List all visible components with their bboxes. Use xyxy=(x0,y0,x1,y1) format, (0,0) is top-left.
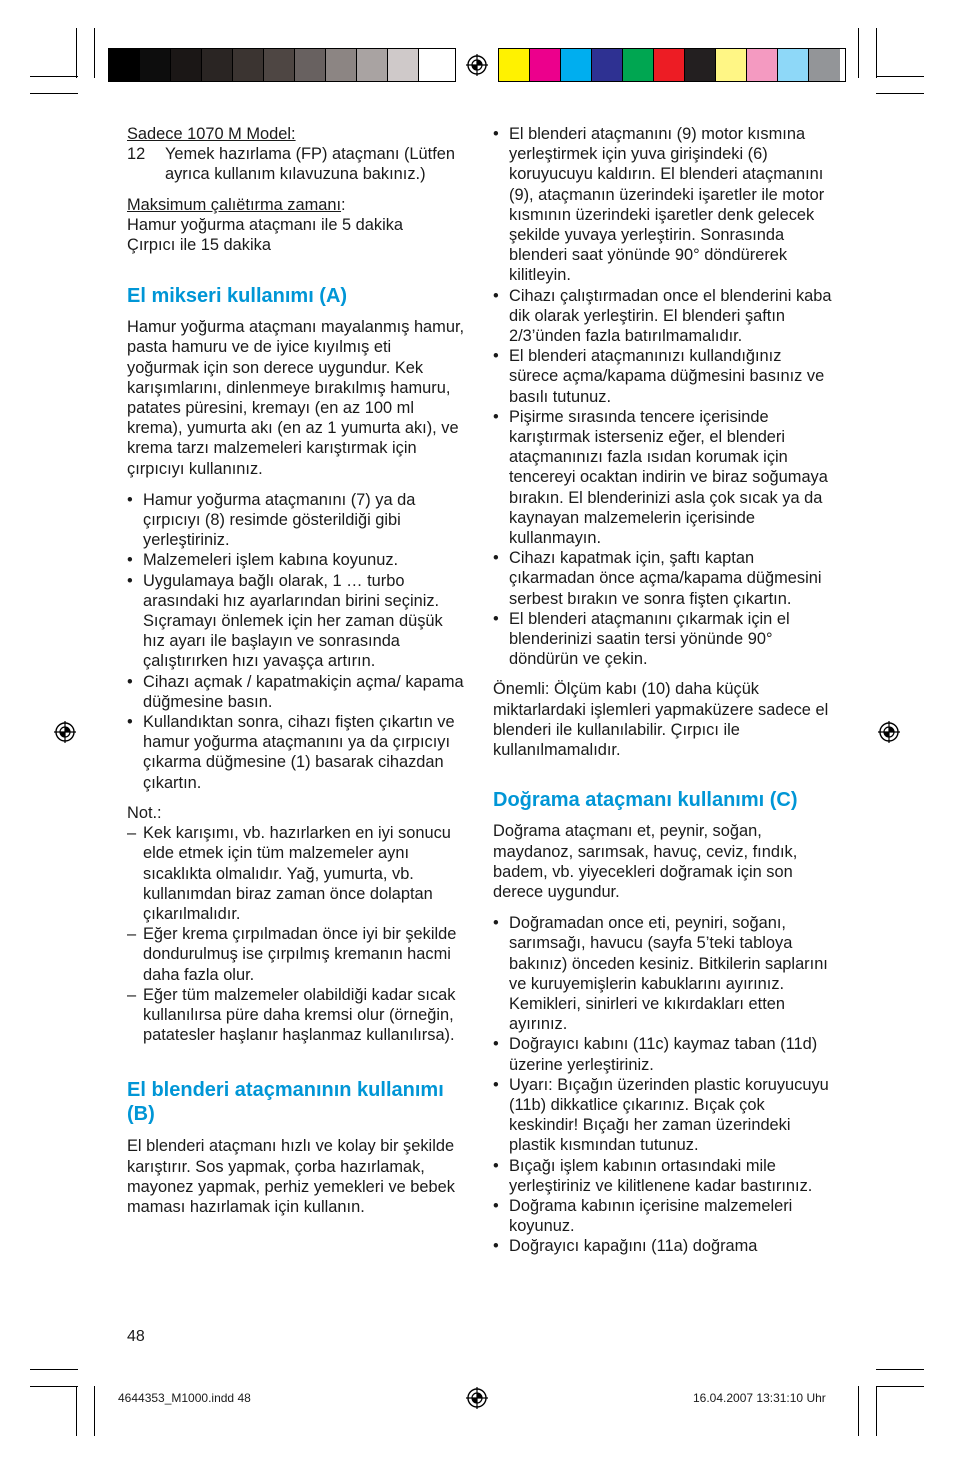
crop-mark xyxy=(876,28,877,78)
list-item: • El blenderi ataçmanınızı kullandığınız sürece açma/kapama düğmesini basınız ve basılı tutunuz. xyxy=(493,346,833,407)
section-b-intro: El blenderi ataçmanı hızlı ve kolay bir şekilde karıştırır. Sos yapmak, çorba hazırlamak, mayonez yapmak, perhiz yemekleri ve bebek maması hazırlamak için kullanın. xyxy=(127,1137,455,1216)
list-item: • Malzemeleri işlem kabına koyunuz. xyxy=(127,550,467,570)
color-swatch xyxy=(326,49,357,81)
color-swatch xyxy=(654,49,685,81)
list-item: • El blenderi ataçmanını (9) motor kısmına yerleştirmek için yuva girişindeki (6) koruyucuyu kaldırın. El blenderi ataçmanını (9), ataçmanın üzerindeki işaretler ile motor kısmının üzerindeki işaretler denk gelecek şekilde yuvaya yerleştirin. Sonrasında blenderi saat yönünde 90° döndürerek kilitleyin. xyxy=(493,124,833,286)
list-item: • Doğrama kabının içerisine malzemeleri koyunuz. xyxy=(493,1196,833,1236)
item-text: Yemek hazırlama (FP) ataçmanı (Lütfen ayrıca kullanım kılavuzuna bakınız.) xyxy=(165,145,455,184)
important-note: Önemli: Ölçüm kabı (10) daha küçük miktarlardaki işlemleri yapmaküzere sadece el blenderi ile kullanılabilir. Çırpıcı ile kullanılmamalıdır. xyxy=(493,680,829,760)
crop-mark xyxy=(30,93,78,94)
section-b-title: El blenderi ataçmanının kullanımı (B) xyxy=(127,1079,444,1126)
crop-mark xyxy=(30,76,78,77)
list-item: • Doğrayıcı kapağını (11a) doğrama xyxy=(493,1236,833,1256)
registration-mark-icon xyxy=(466,1387,488,1409)
color-swatch xyxy=(592,49,623,81)
right-column xyxy=(493,124,833,1257)
color-swatch xyxy=(202,49,233,81)
list-item: • Uyarı: Bıçağın üzerinden plastic koruyucuyu (11b) dikkatlice çıkarınız. Bıçak çok keskindir! Bıçağı her zaman üzerindeki plastik kısmından tutunuz. xyxy=(493,1075,833,1156)
list-item: • El blenderi ataçmanını çıkarmak için el blenderinizi saatin tersi yönünde 90° döndürün ve çekin. xyxy=(493,609,833,670)
color-swatch xyxy=(561,49,592,81)
max-runtime-colon: : xyxy=(341,195,346,214)
crop-mark xyxy=(858,1386,859,1436)
list-item: • Kullandıktan sonra, cihazı fişten çıkartın ve hamur yoğurma ataçmanını ya da çırpıcıyı çıkarma düğmesine (1) basarak cihazdan çıkartın. xyxy=(127,712,467,793)
section-c-bullets xyxy=(493,913,833,1256)
crop-mark xyxy=(858,28,859,78)
crop-mark xyxy=(30,1369,78,1370)
max-runtime-line: Hamur yoğurma ataçmanı ile 5 dakika xyxy=(127,215,404,234)
registration-mark-icon xyxy=(878,721,900,743)
notes-list xyxy=(127,823,467,1045)
color-swatch xyxy=(388,49,419,81)
section-a-intro: Hamur yoğurma ataçmanı mayalanmış hamur, pasta hamuru ve de iyice kıyılmış eti yoğurmak için son derece uygundur. Kek karışımlarını, dinlenmeye bırakılmış hamuru, patates püresini, kremayı (en az 100 ml krema), yumurta akı (en az 1 yumurta akı), ve krema tarzı malzemeleri karıştırmak için çırpıcıyı kullanınız. xyxy=(127,318,465,478)
process-color-bar xyxy=(498,48,846,82)
list-item: • Doğramadan once eti, peyniri, soğanı, sarımsağı, havucu (sayfa 5’teki tabloya bakınız) önceden kesiniz. Bitkilerin saplarını ve kuruyemişlerin kabuklarını ayırınız. Kemikleri, sinirleri ve kıkırdakları etten ayırınız. xyxy=(493,913,833,1034)
section-a-bullets xyxy=(127,490,467,793)
color-swatch xyxy=(357,49,388,81)
note-label: Not.: xyxy=(127,803,162,822)
color-swatch xyxy=(171,49,202,81)
crop-mark xyxy=(876,1386,924,1387)
crop-mark xyxy=(76,1386,77,1436)
list-item: • Uygulamaya bağlı olarak, 1 … turbo arasındaki hız ayarlarından birini seçiniz. Sıçramayı önlemek için her zaman düşük hız ayarı ile başlayın ve sonrasında çalıştırırken hızı yavaşça artırın. xyxy=(127,571,467,672)
left-column xyxy=(127,124,467,1217)
note-item: – Kek karışımı, vb. hazırlarken en iyi sonucu elde etmek için tüm malzemeler aynı sıcaklıkta olmalıdır. Yağ, yumurta, vb. kullanımdan biraz zaman önce dolaptan çıkarılmalıdır. xyxy=(127,823,467,924)
section-a-title: El mikseri kullanımı (A) xyxy=(127,285,348,308)
page-number: 48 xyxy=(127,1328,145,1345)
list-item: • Hamur yoğurma ataçmanını (7) ya da çırpıcıyı (8) resimde gösterildiği gibi yerleştiriniz. xyxy=(127,490,467,551)
section-b-bullets xyxy=(493,124,833,669)
list-item: • Pişirme sırasında tencere içerisinde karıştırmak isterseniz eğer, el blenderi ataçmanınızı fazla ısıdan korumak için tencereyi ocaktan indirin ve biraz soğumaya bırakın. El blenderinizi asla çok sıcak ya da kaynayan malzemelerin içerisinde kullanmayın. xyxy=(493,407,833,548)
item-number: 12 xyxy=(127,145,146,164)
grayscale-color-bar xyxy=(108,48,456,82)
crop-mark xyxy=(30,1386,78,1387)
model-note: Sadece 1070 M Model: xyxy=(127,125,296,143)
max-runtime-label: Maksimum çalıëtırma zamanı xyxy=(127,195,342,214)
crop-mark xyxy=(876,1369,924,1370)
crop-mark xyxy=(76,28,77,78)
footer-file: 4644353_M1000.indd 48 xyxy=(118,1391,251,1405)
color-swatch xyxy=(140,49,171,81)
color-swatch xyxy=(716,49,747,81)
list-item: • Cihazı çalıştırmadan once el blenderini kaba dik olarak yerleştirin. El blenderi şaftın 2/3’ünden fazla batırılmamalıdır. xyxy=(493,286,833,347)
color-swatch xyxy=(778,49,809,81)
color-swatch xyxy=(233,49,264,81)
color-swatch xyxy=(809,49,840,81)
list-item: • Cihazı kapatmak için, şaftı kaptan çıkarmadan önce açma/kapama düğmesini serbest bırakın ve sonra fişten çıkartın. xyxy=(493,548,833,609)
crop-mark xyxy=(876,76,924,77)
color-swatch xyxy=(530,49,561,81)
color-swatch xyxy=(264,49,295,81)
numbered-item xyxy=(127,144,467,184)
color-swatch xyxy=(747,49,778,81)
crop-mark xyxy=(876,1386,877,1436)
color-swatch xyxy=(419,49,450,81)
list-item: • Doğrayıcı kabını (11c) kaymaz taban (11d) üzerine yerleştiriniz. xyxy=(493,1034,833,1074)
note-item: – Eğer krema çırpılmadan önce iyi bir şekilde dondurulmuş ise çırpılmış kremanın hacmi daha fazla olur. xyxy=(127,924,467,985)
footer-timestamp: 16.04.2007 13:31:10 Uhr xyxy=(693,1391,826,1405)
registration-mark-icon xyxy=(466,54,488,76)
max-runtime-heading xyxy=(127,195,467,215)
list-item: • Cihazı açmak / kapatmakiçin açma/ kapama düğmesine basın. xyxy=(127,672,467,712)
note-item: – Eğer tüm malzemeler olabildiği kadar sıcak kullanılırsa püre daha kremsi olur (örneğin, patatesler haşlanır haşlanmaz kullanılırsa). xyxy=(127,985,467,1046)
crop-mark xyxy=(94,1386,95,1436)
color-swatch xyxy=(623,49,654,81)
max-runtime-line: Çırpıcı ile 15 dakika xyxy=(127,236,271,255)
crop-mark xyxy=(876,93,924,94)
list-item: • Bıçağı işlem kabının ortasındaki mile yerleştiriniz ve kilitlenene kadar bastırınız. xyxy=(493,1156,833,1196)
color-swatch xyxy=(499,49,530,81)
color-swatch xyxy=(109,49,140,81)
crop-mark xyxy=(94,28,95,78)
section-c-title: Doğrama ataçmanı kullanımı (C) xyxy=(493,789,798,812)
color-swatch xyxy=(295,49,326,81)
color-swatch xyxy=(685,49,716,81)
section-c-intro: Doğrama ataçmanı et, peynir, soğan, maydanoz, sarımsak, havuç, ceviz, fındık, badem, vb. yiyecekleri doğramak için son derece uygundur. xyxy=(493,822,798,901)
registration-mark-icon xyxy=(54,721,76,743)
